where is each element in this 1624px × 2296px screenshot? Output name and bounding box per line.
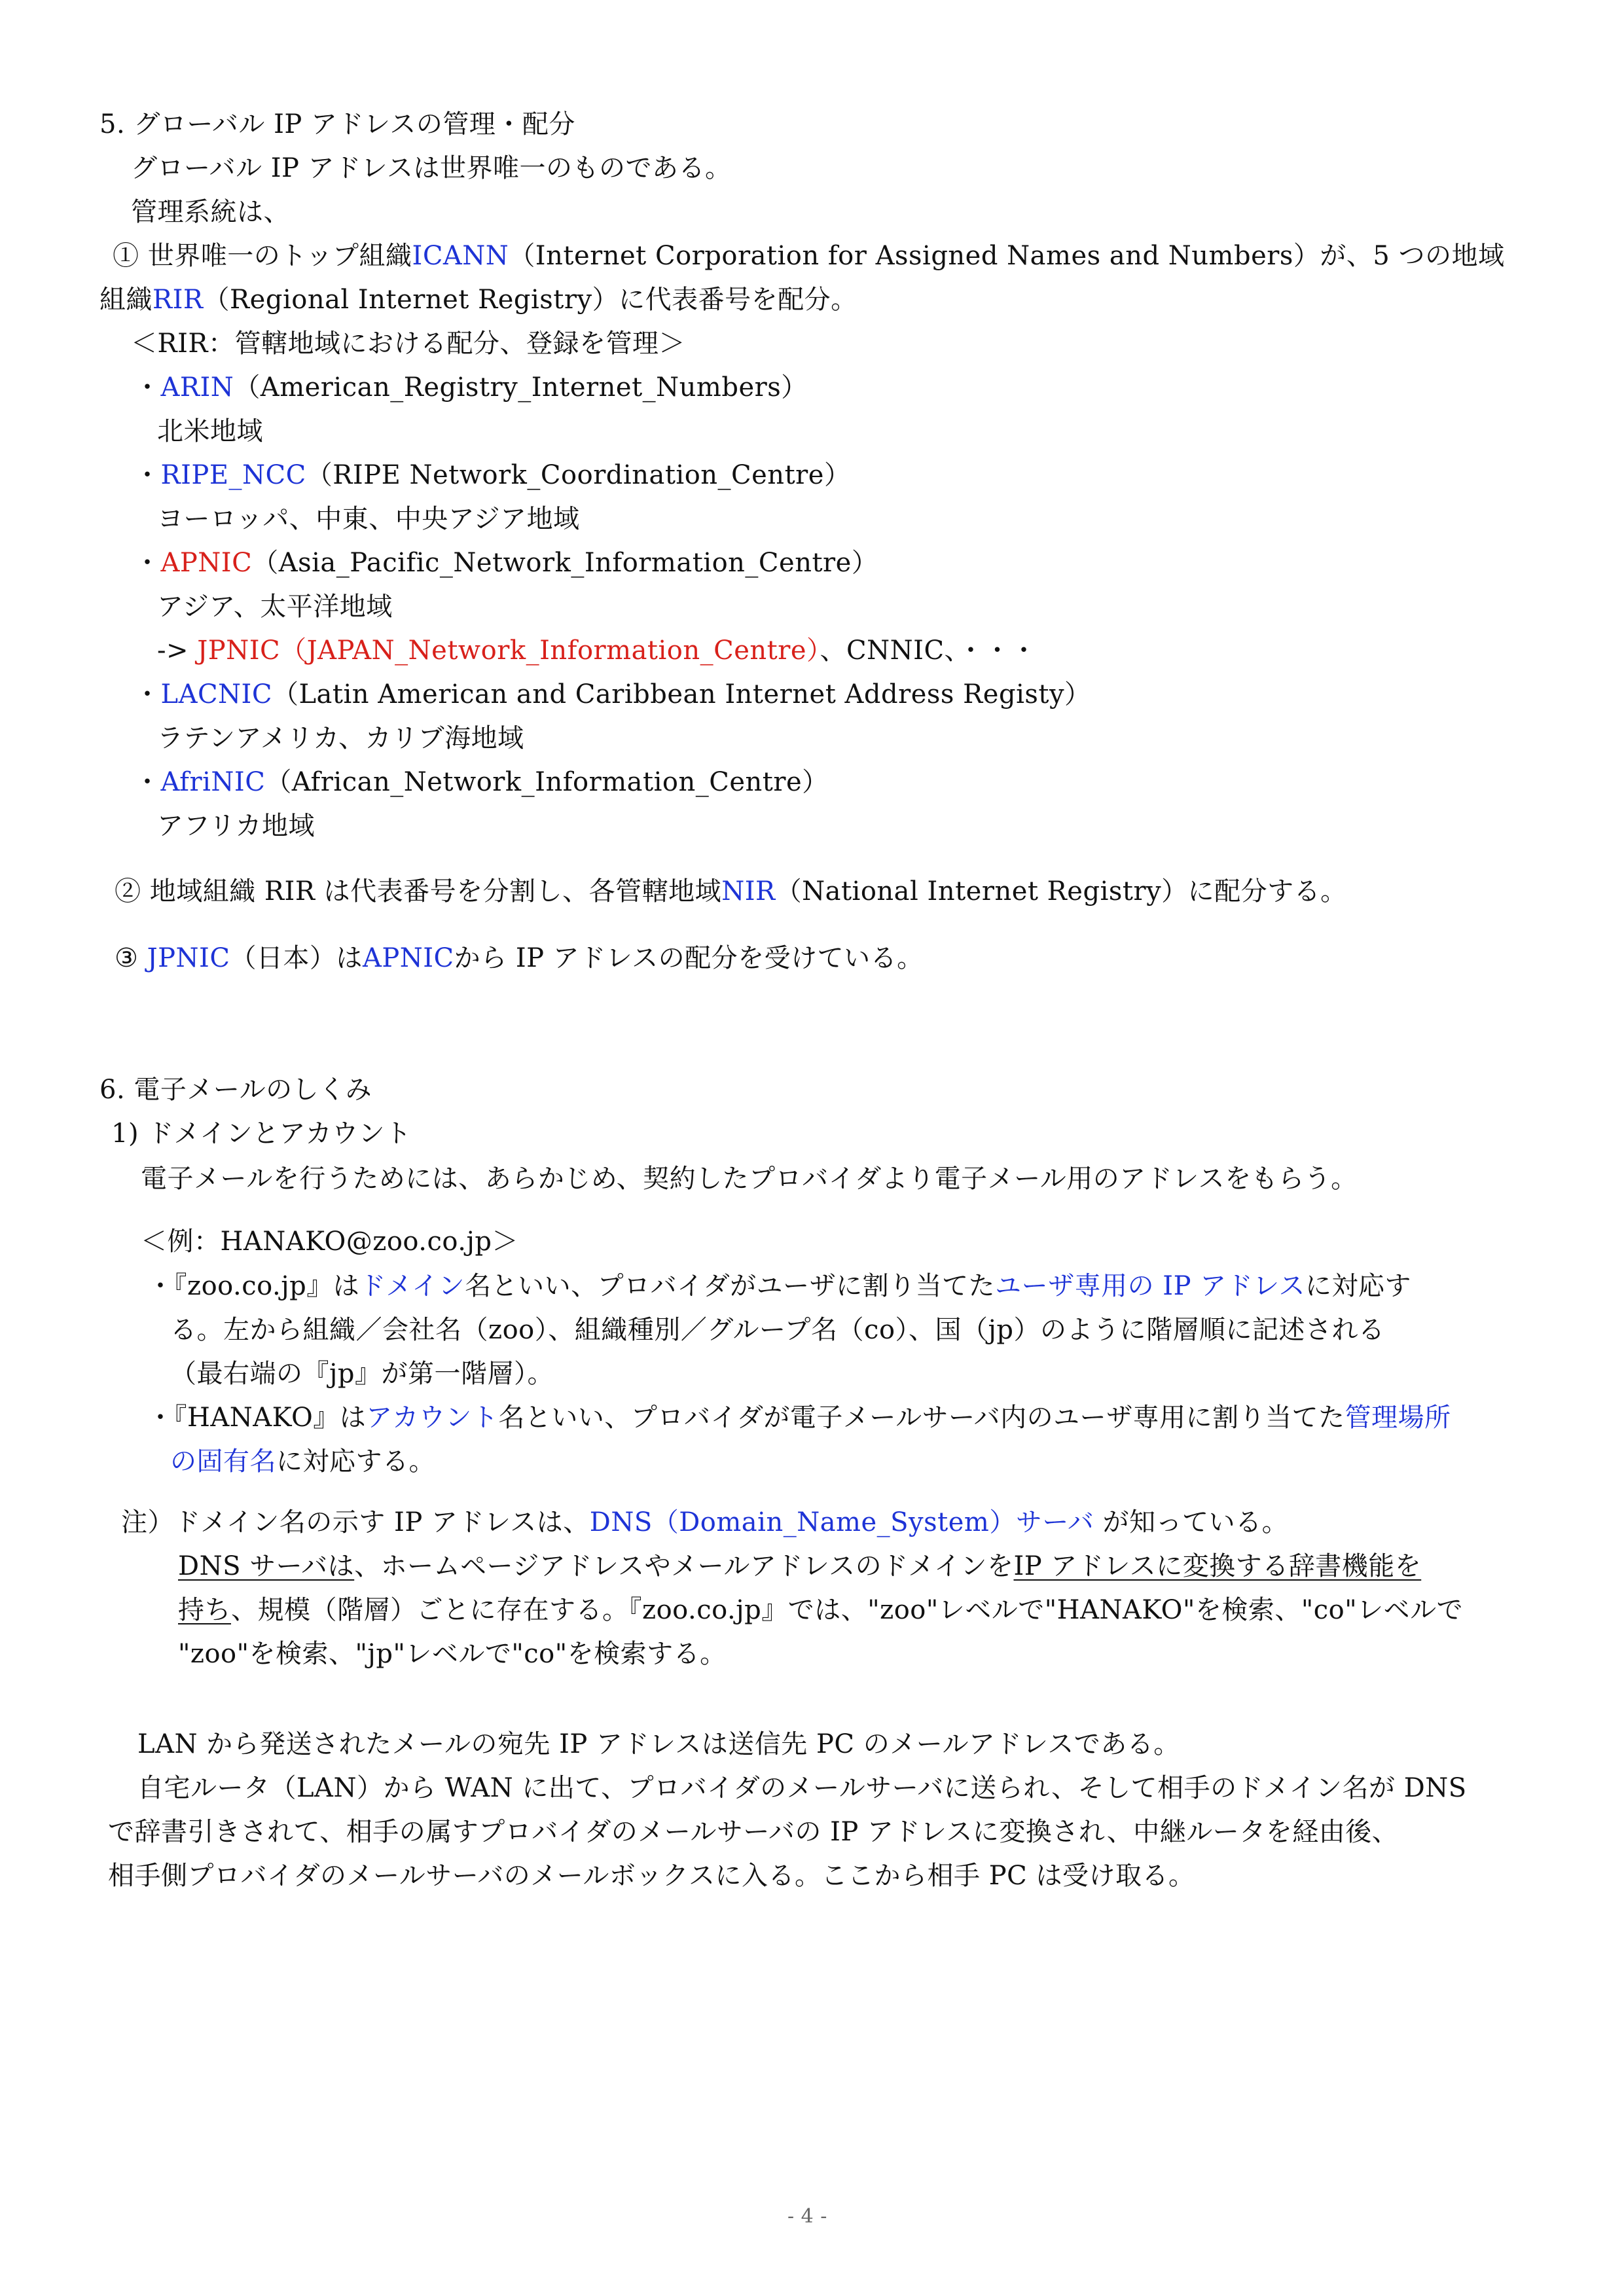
- nir-term: NIR: [721, 876, 776, 906]
- section6-intro: 電子メールを行うためには、あらかじめ、契約したプロバイダより電子メール用のアドレスをもらう。: [141, 1164, 1358, 1194]
- rir-abbr: LACNIC: [160, 679, 272, 709]
- email-example: ＜例：HANAKO@zoo.co.jp＞: [141, 1227, 519, 1257]
- rir-item-ripe-ncc: ・RIPE_NCC（RIPE Network_Coordination_Centre）: [134, 460, 851, 490]
- paragraph-lan: LAN から発送されたメールの宛先 IP アドレスは送信先 PC のメールアドレスである。: [137, 1729, 1180, 1759]
- rir-header: ＜RIR：管轄地域における配分、登録を管理＞: [131, 329, 686, 359]
- rir-item-apnic: ・APNIC（Asia_Pacific_Network_Information_Centre）: [134, 548, 878, 578]
- page-number: - 4 -: [787, 2205, 827, 2228]
- section5-intro: グローバル IP アドレスは世界唯一のものである。: [131, 153, 732, 183]
- item3-line: ③ JPNIC（日本）はAPNICから IP アドレスの配分を受けている。: [115, 943, 924, 973]
- paragraph-route-line3: 相手側プロバイダのメールサーバのメールボックスに入る。ここから相手 PC は受け取る。: [108, 1861, 1195, 1891]
- item2-mark: ②: [115, 876, 141, 906]
- rir-region: ヨーロッパ、中東、中央アジア地域: [157, 504, 580, 534]
- rir-abbr: AfriNIC: [160, 767, 266, 797]
- user-ip-term: ユーザ専用の IP アドレス: [995, 1271, 1306, 1301]
- item3-mark: ③: [115, 943, 139, 973]
- domain-term: ドメイン: [359, 1271, 465, 1301]
- bullet-domain-line1: ・『zoo.co.jp』はドメイン名といい、プロバイダがユーザに割り当てたユーザ専用の IP アドレスに対応す: [147, 1271, 1412, 1301]
- bullet-account-line2: の固有名に対応する。: [170, 1446, 435, 1477]
- account-term: アカウント: [366, 1403, 499, 1433]
- jpnic-line: -> JPNIC（JAPAN_Network_Information_Centre）、CNNIC、・・・: [157, 636, 1038, 666]
- dns-term: DNS（Domain_Name_System）サーバ: [589, 1507, 1094, 1537]
- section5-system-label: 管理系統は、: [131, 197, 290, 227]
- note-line4: "zoo"を検索、"jp"レベルで"co"を検索する。: [178, 1639, 727, 1669]
- section6-subheading: 1) ドメインとアカウント: [111, 1119, 412, 1149]
- rir-term: RIR: [153, 285, 204, 315]
- paragraph-route-line2: で辞書引きされて、相手の属すプロバイダのメールサーバの IP アドレスに変換され、中継ルータを経由後、: [108, 1817, 1399, 1847]
- item1-mark: ①: [113, 241, 139, 271]
- place-term: の固有名: [170, 1446, 276, 1477]
- note-line2: DNS サーバは、ホームページアドレスやメールアドレスのドメインをIP アドレスに変換する辞書機能を: [178, 1551, 1422, 1581]
- rir-region: アジア、太平洋地域: [157, 592, 393, 622]
- rir-item-arin: ・ARIN（American_Registry_Internet_Numbers）: [134, 372, 808, 403]
- item1-line2: 組織RIR（Regional Internet Registry）に代表番号を配分。: [99, 285, 857, 315]
- bullet-domain-line2: る。左から組織／会社名（zoo）、組織種別／グループ名（co）、国（jp）のように階層順に記述される: [170, 1315, 1385, 1345]
- place-term: 管理場所: [1344, 1403, 1451, 1433]
- item1-line1: ① 世界唯一のトップ組織ICANN（Internet Corporation for Assigned Names and Numbers）が、5 つの地域: [113, 241, 1505, 271]
- rir-region: ラテンアメリカ、カリブ海地域: [157, 723, 524, 753]
- rir-abbr: ARIN: [160, 372, 234, 403]
- jpnic-term: JPNIC（JAPAN_Network_Information_Centre）: [197, 636, 820, 666]
- note-line3: 持ち、規模（階層）ごとに存在する。『zoo.co.jp』では、"zoo"レベルで"HANAKO"を検索、"co"レベルで: [178, 1595, 1464, 1625]
- rir-region: アフリカ地域: [157, 811, 315, 841]
- note-line1: 注）ドメイン名の示す IP アドレスは、DNS（Domain_Name_System）サーバ が知っている。: [121, 1507, 1289, 1537]
- apnic-term: APNIC: [362, 943, 454, 973]
- rir-item-afrinic: ・AfriNIC（African_Network_Information_Centre）: [134, 767, 829, 797]
- rir-abbr: APNIC: [160, 548, 253, 578]
- item2-line: ② 地域組織 RIR は代表番号を分割し、各管轄地域NIR（National Internet Registry）に配分する。: [115, 876, 1347, 906]
- section6-heading: 6. 電子メールのしくみ: [99, 1075, 372, 1105]
- rir-item-lacnic: ・LACNIC（Latin American and Caribbean Internet Address Registy）: [134, 679, 1091, 709]
- bullet-domain-line3: （最右端の『jp』が第一階層）。: [170, 1359, 554, 1389]
- rir-region: 北米地域: [157, 416, 263, 446]
- section5-heading: 5. グローバル IP アドレスの管理・配分: [99, 109, 575, 139]
- icann-term: ICANN: [412, 241, 509, 271]
- paragraph-route-line1: 自宅ルータ（LAN）から WAN に出て、プロバイダのメールサーバに送られ、そして相手のドメイン名が DNS: [137, 1773, 1467, 1803]
- jpnic-term: JPNIC: [138, 943, 230, 973]
- bullet-account-line1: ・『HANAKO』はアカウント名といい、プロバイダが電子メールサーバ内のユーザ専用に割り当てた管理場所: [147, 1403, 1451, 1433]
- rir-abbr: RIPE_NCC: [160, 460, 306, 490]
